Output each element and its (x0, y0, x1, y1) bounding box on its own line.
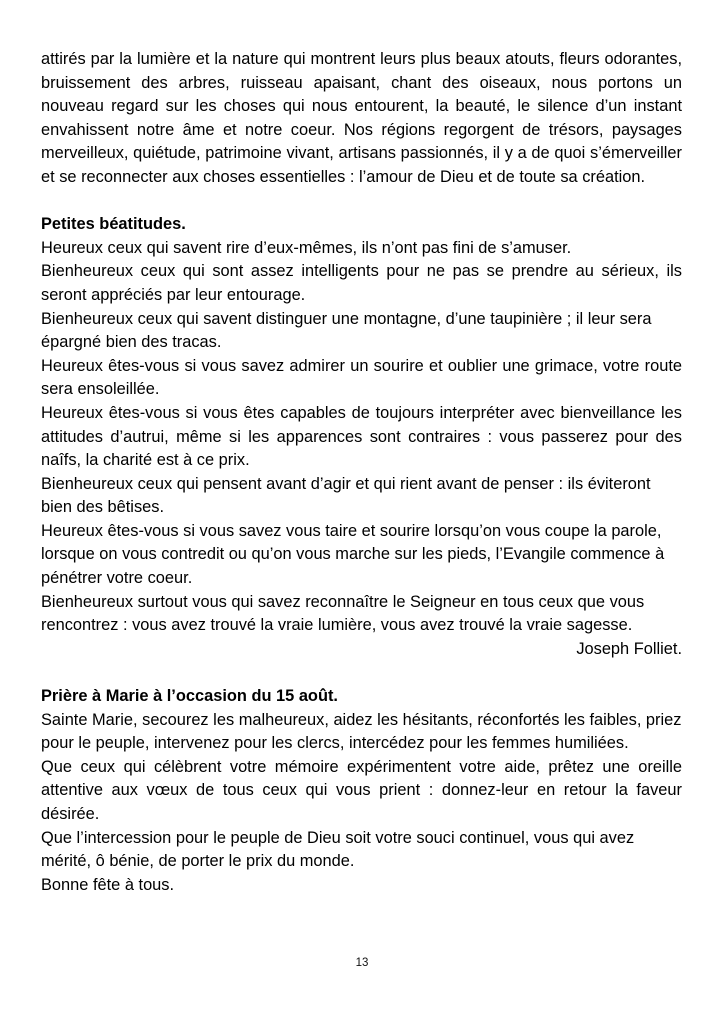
prayer-paragraph-1: Sainte Marie, secourez les malheureux, aidez les hésitants, réconfortés les faibles, priez pour le peuple, intervenez pour les clercs, intercédez pour les femmes humiliées. (41, 710, 682, 753)
section-heading-prayer: Prière à Marie à l’occasion du 15 août. (41, 687, 338, 706)
prayer-paragraph-2: Que ceux qui célèbrent votre mémoire expérimentent votre aide, prêtez une oreille attentive aux vœux de tous ceux qui vous prient : donnez-leur en retour la faveur désirée. (41, 757, 682, 823)
beatitude-line-5: Heureux êtes-vous si vous êtes capables de toujours interpréter avec bienveillance les attitudes d’autrui, même si les apparences sont contraires : vous passerez pour des naîfs, la charité est à ce prix. (41, 403, 682, 470)
body-text-column (41, 48, 682, 897)
opening-paragraph: attirés par la lumière et la nature qui montrent leurs plus beaux atouts, fleurs odorantes, bruissement des arbres, ruisseau apaisant, chant des oiseaux, nous portons un nouveau regard sur les choses qui nous entourent, la beauté, le silence d’un instant envahissent notre âme et notre coeur. Nos régions regorgent de trésors, paysages merveilleux, quiétude, patrimoine vivant, artisans passionnés, il y a de quoi s’émerveiller et se reconnecter aux choses essentielles : l’amour de Dieu et de toute sa création. (41, 50, 682, 186)
page-number: 13 (355, 957, 369, 969)
author-attribution: Joseph Folliet. (576, 639, 682, 658)
beatitude-line-7: Heureux êtes-vous si vous savez vous taire et sourire lorsqu’on vous coupe la parole, lorsque on vous contredit ou qu’on vous marche sur les pieds, l’Evangile commence à pénétrer votre coeur. (41, 521, 665, 588)
paragraph-spacer (41, 190, 682, 214)
beatitude-line-3: Bienheureux ceux qui savent distinguer une montagne, d’une taupinière ; il leur sera épargné bien des tracas. (41, 309, 652, 352)
beatitude-line-6: Bienheureux ceux qui pensent avant d’agir et qui rient avant de penser : ils éviteront bien des bêtises. (41, 474, 651, 517)
prayer-paragraph-4: Bonne fête à tous. (41, 875, 175, 894)
section-spacer (41, 661, 682, 685)
prayer-paragraph-3: Que l’intercession pour le peuple de Dieu soit votre souci continuel, vous qui avez mérité, ô bénie, de porter le prix du monde. (41, 828, 635, 871)
beatitude-line-1: Heureux ceux qui savent rire d’eux-mêmes, ils n’ont pas fini de s’amuser. (41, 238, 572, 257)
beatitude-line-4: Heureux êtes-vous si vous savez admirer un sourire et oublier une grimace, votre route sera ensoleillée. (41, 356, 682, 399)
beatitude-line-2: Bienheureux ceux qui sont assez intelligents pour ne pas se prendre au sérieux, ils seront appréciés par leur entourage. (41, 262, 682, 304)
beatitude-line-8: Bienheureux surtout vous qui savez reconnaître le Seigneur en tous ceux que vous rencontrez : vous avez trouvé la vraie lumière, vous avez trouvé la vraie sagesse. (41, 592, 645, 635)
section-heading-beatitudes: Petites béatitudes. (41, 215, 186, 234)
